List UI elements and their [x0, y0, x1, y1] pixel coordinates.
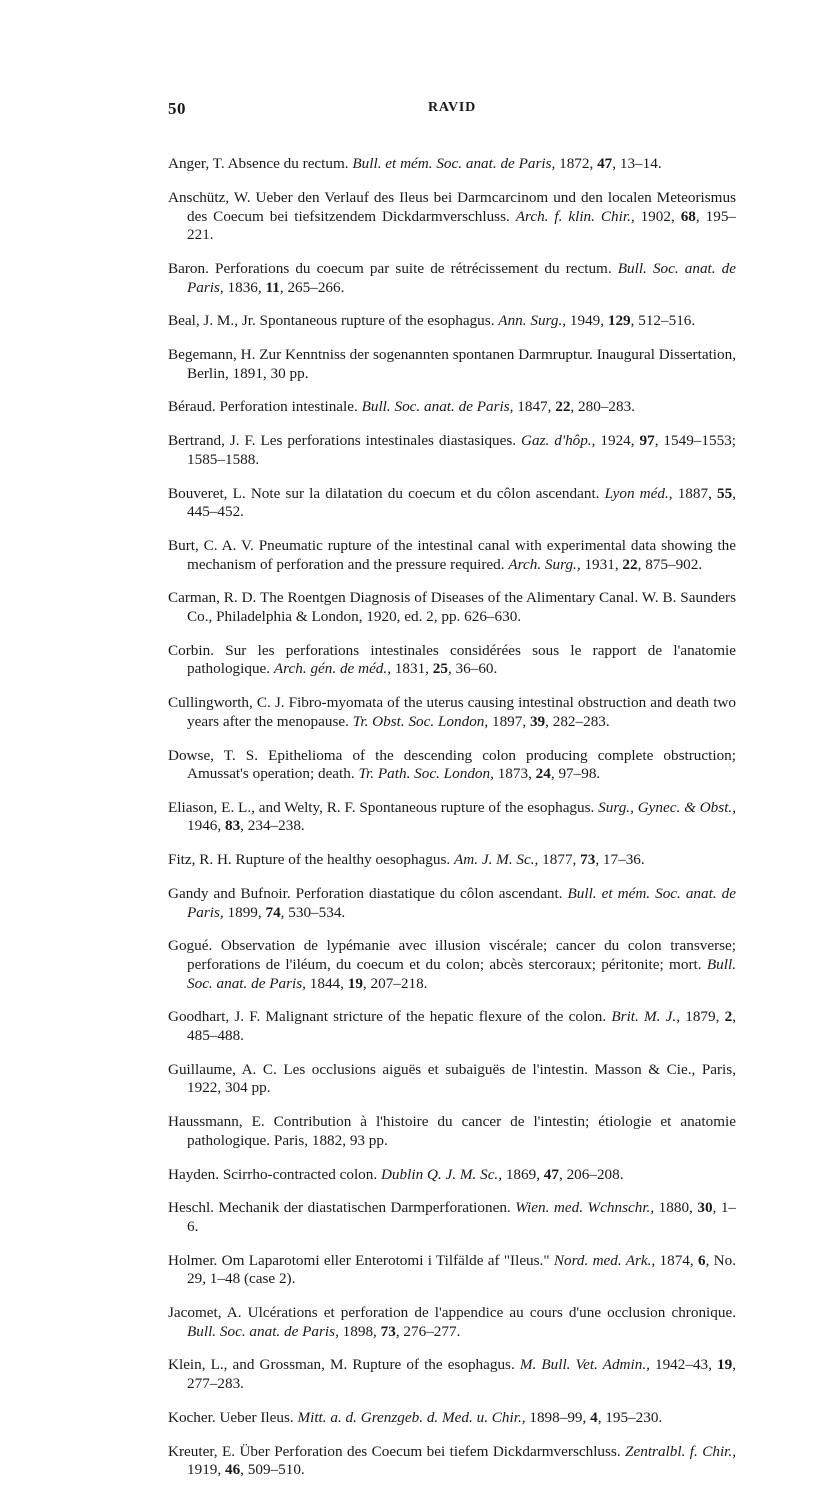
reference-text: Corbin. Sur les perforations intestinales considérées sous le rapport de l'anatomie pathologique. [168, 641, 736, 678]
reference-text: Anschütz, W. Ueber den Verlauf des Ileus bei Darmcarcinom und den localen Meteorismus des Coecum bei tiefsitzendem Dickdarmverschluss. [168, 188, 736, 225]
reference-entry [168, 694, 736, 731]
reference-year: 1847, [513, 398, 556, 416]
reference-text: Gogué. Observation de lypémanie avec illusion viscérale; cancer du colon transverse; perforations de l'iléum, du coecum et du colon; abcès stercoraux; péritonite; mort. [168, 937, 736, 973]
reference-journal: Tr. Obst. Soc. London, [352, 712, 489, 730]
reference-year: 1924, [595, 432, 640, 450]
reference-year: 1899, [223, 903, 266, 921]
reference-journal: Arch. gén. de méd., [273, 660, 391, 678]
reference-text: Holmer. Om Laparotomi eller Enterotomi i Tilfälde af "Ileus." [168, 1251, 554, 1269]
reference-journal: Mitt. a. d. Grenzgeb. d. Med. u. Chir., [297, 1408, 526, 1426]
reference-volume: 83 [224, 817, 241, 835]
reference-pages: , 195–230. [597, 1408, 663, 1426]
reference-entry [168, 260, 736, 297]
reference-journal: Zentralbl. f. Chir., [625, 1442, 736, 1460]
reference-entry [168, 189, 736, 245]
reference-journal: Am. J. M. Sc., [454, 851, 539, 869]
reference-year: 1874, [655, 1251, 698, 1269]
reference-pages: , 282–283. [545, 712, 610, 730]
reference-entry [168, 1113, 736, 1150]
reference-volume: 73 [580, 851, 596, 869]
reference-journal: Arch. Surg., [508, 555, 581, 573]
reference-journal: Nord. med. Ark., [553, 1251, 656, 1269]
reference-year: 1898–99, [525, 1408, 591, 1426]
reference-entry [168, 1409, 736, 1428]
reference-volume: 11 [265, 278, 280, 296]
reference-entry [168, 589, 736, 626]
reference-text: Burt, C. A. V. Pneumatic rupture of the intestinal canal with experimental data showing the mechanism of perforation and the pressure required. [168, 537, 736, 573]
reference-journal: Lyon méd., [604, 484, 673, 502]
reference-volume: 22 [622, 555, 638, 573]
reference-volume: 47 [543, 1165, 559, 1183]
reference-text: Beal, J. M., Jr. Spontaneous rupture of the esophagus. [168, 312, 499, 330]
reference-entry [168, 1356, 736, 1393]
reference-entry [168, 937, 736, 993]
reference-journal: Brit. M. J., [611, 1008, 681, 1026]
reference-year: 1831, [391, 660, 433, 678]
reference-pages: , 97–98. [550, 765, 601, 783]
reference-volume: 2 [724, 1008, 733, 1026]
reference-text: Bouveret, L. Note sur la dilatation du coecum et du côlon ascendant. [168, 484, 605, 502]
reference-pages: , 1549–1553; 1585–1588. [187, 432, 736, 468]
reference-volume: 68 [680, 207, 696, 225]
reference-entry [168, 747, 736, 784]
reference-entry [168, 1304, 736, 1341]
reference-pages: , 512–516. [630, 312, 696, 330]
reference-text: Anger, T. Absence du rectum. [168, 155, 353, 173]
reference-pages: , 530–534. [280, 903, 346, 921]
reference-pages: , 276–277. [395, 1322, 461, 1340]
reference-year: 1946, [187, 817, 225, 835]
reference-text: Dowse, T. S. Epithelioma of the descending colon producing complete obstruction; Amussat's operation; death. [168, 746, 736, 783]
reference-volume: 19 [347, 974, 363, 992]
reference-volume: 24 [535, 765, 551, 783]
running-head: RAVID [427, 100, 477, 115]
reference-year: 1897, [488, 712, 530, 730]
reference-year: 1844, [305, 974, 348, 992]
reference-text: Hayden. Scirrho-contracted colon. [168, 1165, 381, 1183]
reference-journal: Ann. Surg., [498, 312, 567, 330]
reference-entry [168, 851, 736, 870]
reference-entry [168, 346, 736, 383]
reference-volume: 39 [529, 712, 546, 730]
reference-journal: Bull. Soc. anat. de Paris, [187, 1322, 339, 1340]
reference-year: 1877, [538, 851, 581, 869]
reference-text: Eliason, E. L., and Welty, R. F. Spontaneous rupture of the esophagus. [168, 798, 599, 816]
reference-entry [168, 885, 736, 922]
reference-journal: Tr. Path. Soc. London, [358, 765, 494, 783]
reference-year: 1869, [502, 1165, 544, 1183]
reference-journal: Bull. Soc. anat. de Paris, [187, 259, 736, 296]
reference-list [168, 140, 736, 1486]
reference-entry [168, 1443, 736, 1480]
reference-journal: Bull. et mém. Soc. anat. de Paris, [352, 155, 556, 173]
reference-journal: Bull. Soc. anat. de Paris, [187, 956, 736, 992]
reference-text: Fitz, R. H. Rupture of the healthy oesophagus. [168, 851, 454, 869]
reference-entry [168, 537, 736, 574]
reference-entry [168, 485, 736, 522]
reference-pages: , 875–902. [637, 555, 703, 573]
reference-pages: , 265–266. [279, 278, 345, 296]
reference-text: Haussmann, E. Contribution à l'histoire du cancer de l'intestin; étiologie et anatomie pathologique. Paris, 1882, 93 pp. [168, 1113, 736, 1149]
reference-text: Gandy and Bufnoir. Perforation diastatique du côlon ascendant. [168, 885, 568, 903]
reference-pages: , 36–60. [447, 660, 498, 678]
reference-entry [168, 312, 736, 331]
reference-entry [168, 1166, 736, 1185]
reference-year: 1880, [654, 1199, 698, 1217]
reference-text: Begemann, H. Zur Kenntniss der sogenannten spontanen Darmruptur. Inaugural Dissertation, Berlin, 1891, 30 pp. [168, 346, 736, 382]
reference-year: 1931, [580, 555, 623, 573]
reference-entry [168, 1061, 736, 1098]
reference-journal: Gaz. d'hôp., [521, 432, 596, 450]
reference-journal: Surg., Gynec. & Obst., [598, 798, 737, 816]
reference-journal: Dublin Q. J. M. Sc., [380, 1165, 503, 1183]
reference-text: Kreuter, E. Über Perforation des Coecum bei tiefem Dickdarmverschluss. [168, 1442, 626, 1460]
reference-text: Kocher. Ueber Ileus. [168, 1408, 298, 1426]
reference-text: Béraud. Perforation intestinale. [168, 398, 362, 416]
reference-pages: , 509–510. [240, 1461, 305, 1479]
reference-entry [168, 432, 736, 469]
reference-pages: , 206–208. [558, 1165, 624, 1183]
reference-volume: 4 [590, 1408, 598, 1426]
reference-pages: , 13–14. [612, 155, 662, 173]
reference-volume: 19 [717, 1356, 733, 1374]
reference-volume: 25 [432, 660, 448, 678]
reference-pages: , 280–283. [570, 398, 635, 416]
reference-pages: , 17–36. [595, 851, 645, 869]
reference-entry [168, 1199, 736, 1236]
reference-text: Carman, R. D. The Roentgen Diagnosis of Diseases of the Alimentary Canal. W. B. Saunders Co., Philadelphia & London, 1920, ed. 2, pp. 626–630. [168, 589, 736, 625]
reference-year: 1902, [634, 207, 681, 225]
reference-year: 1836, [223, 278, 266, 296]
reference-pages: , 485–488. [187, 1008, 736, 1044]
reference-year: 1949, [566, 312, 608, 330]
reference-volume: 46 [224, 1461, 241, 1479]
reference-volume: 22 [555, 398, 571, 416]
reference-entry [168, 398, 736, 417]
reference-year: 1887, [672, 484, 718, 502]
reference-volume: 30 [697, 1199, 713, 1217]
reference-year: 1872, [555, 155, 598, 173]
reference-entry [168, 799, 736, 836]
reference-journal: M. Bull. Vet. Admin., [519, 1356, 650, 1374]
page-number: 50 [168, 99, 186, 118]
reference-volume: 74 [265, 903, 281, 921]
reference-journal: Wien. med. Wchnschr., [515, 1199, 655, 1217]
reference-journal: Arch. f. klin. Chir., [515, 207, 635, 225]
reference-volume: 55 [717, 484, 733, 502]
reference-pages: , 1–6. [187, 1199, 737, 1235]
reference-pages: , 234–238. [240, 817, 305, 835]
reference-year: 1879, [680, 1008, 725, 1026]
reference-volume: 97 [639, 432, 655, 450]
reference-text: Jacomet, A. Ulcérations et perforation de l'appendice au cours d'une occlusion chronique. [168, 1304, 736, 1322]
reference-year: 1942–43, [649, 1356, 718, 1374]
reference-text: Baron. Perforations du coecum par suite de rétrécissement du rectum. [168, 259, 618, 277]
reference-volume: 6 [697, 1251, 706, 1269]
reference-entry [168, 642, 736, 679]
page-header [168, 99, 736, 121]
reference-text: Bertrand, J. F. Les perforations intestinales diastasiques. [168, 432, 522, 450]
reference-year: 1919, [187, 1461, 225, 1479]
reference-year: 1873, [493, 765, 536, 783]
reference-year: 1898, [338, 1322, 381, 1340]
reference-pages: , 445–452. [187, 484, 737, 521]
reference-entry [168, 155, 736, 174]
reference-entry [168, 1008, 736, 1045]
reference-text: Klein, L., and Grossman, M. Rupture of the esophagus. [168, 1356, 520, 1374]
reference-text: Goodhart, J. F. Malignant stricture of the hepatic flexure of the colon. [168, 1008, 612, 1026]
reference-text: Heschl. Mechanik der diastatischen Darmperforationen. [168, 1199, 516, 1217]
reference-journal: Bull. et mém. Soc. anat. de Paris, [187, 885, 736, 921]
reference-pages: , 207–218. [362, 974, 428, 992]
reference-volume: 129 [607, 312, 631, 330]
reference-pages: , No. 29, 1–48 (case 2). [187, 1251, 737, 1288]
reference-pages: , 277–283. [187, 1356, 736, 1392]
reference-volume: 47 [597, 155, 613, 173]
reference-entry [168, 1252, 736, 1289]
reference-text: Guillaume, A. C. Les occlusions aiguës et subaiguës de l'intestin. Masson & Cie., Paris, 1922, 304 pp. [168, 1060, 736, 1097]
reference-volume: 73 [380, 1322, 396, 1340]
reference-text: Cullingworth, C. J. Fibro-myomata of the uterus causing intestinal obstruction and death two years after the menopause. [168, 694, 736, 730]
reference-pages: , 195–221. [187, 207, 737, 244]
reference-journal: Bull. Soc. anat. de Paris, [361, 398, 514, 416]
